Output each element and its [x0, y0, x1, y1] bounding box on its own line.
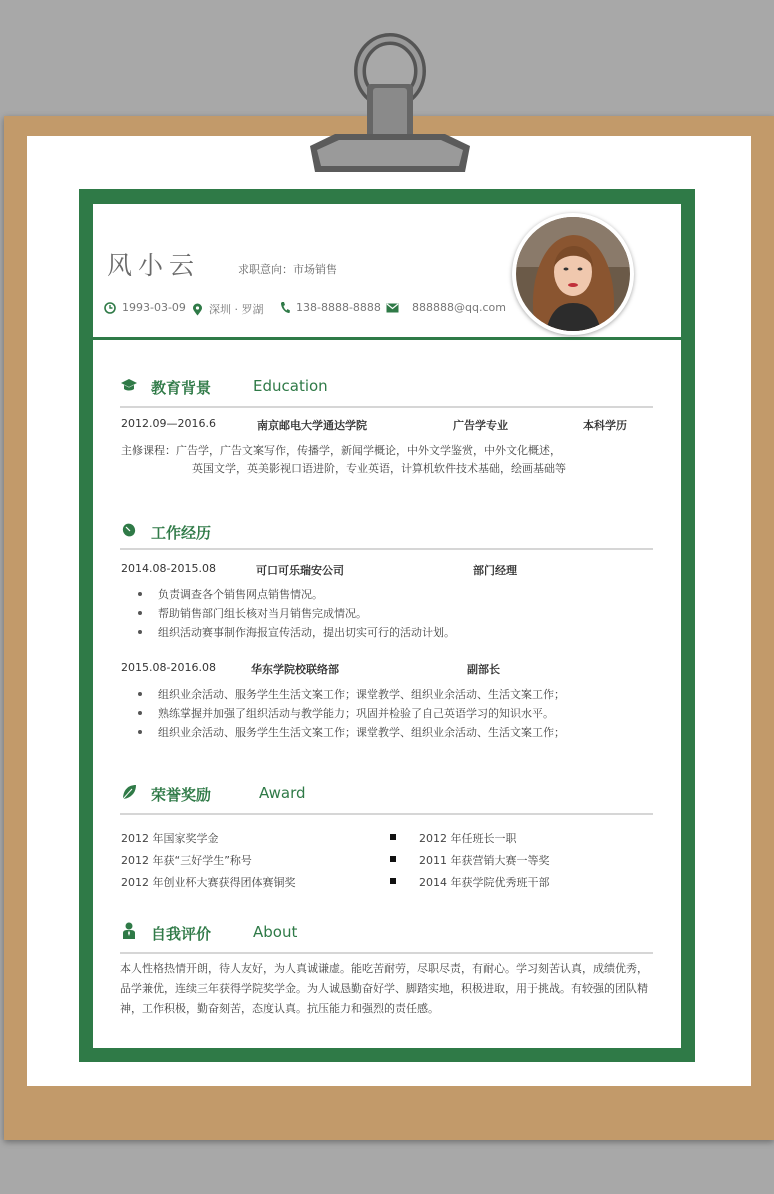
work-rule	[120, 548, 653, 550]
job2-role: 副部长	[467, 663, 500, 676]
phone-text: 138-8888-8888	[296, 301, 381, 314]
job2-period: 2015.08-2016.08	[121, 661, 216, 674]
job1-period: 2014.08-2015.08	[121, 562, 216, 575]
location-text: 深圳 · 罗湖	[209, 303, 264, 316]
person-icon	[122, 922, 136, 940]
job2-duty-3: 组织业余活动、服务学生生活文案工作；课堂教学、组织业余活动、生活文案工作；	[158, 726, 565, 739]
job2-duty-2: 熟练掌握并加强了组织活动与教学能力；巩固并检验了自己英语学习的知识水平。	[158, 707, 554, 720]
education-degree: 本科学历	[583, 419, 627, 432]
about-title: 自我评价	[151, 925, 212, 943]
education-courses-line2: 英国文学，英美影视口语进阶，专业英语，计算机软件技术基础，绘画基础等	[192, 462, 566, 475]
education-courses-line1: 主修课程：广告学，广告文案写作，传播学，新闻学概论，中外文学鉴赏，中外文化概述，	[121, 444, 561, 457]
award-title-en: Award	[259, 784, 306, 802]
about-title-en: About	[253, 923, 298, 941]
award-title: 荣誉奖励	[151, 786, 212, 804]
mail-icon	[386, 303, 399, 313]
header-divider	[93, 337, 681, 340]
education-period: 2012.09—2016.6	[121, 417, 216, 430]
clock-icon	[104, 302, 116, 314]
birth-date: 1993-03-09	[122, 301, 186, 314]
job1-role: 部门经理	[473, 564, 517, 577]
mouse-icon	[121, 521, 137, 537]
education-school: 南京邮电大学通达学院	[257, 419, 367, 432]
award-bullet	[390, 878, 396, 884]
education-major: 广告学专业	[453, 419, 508, 432]
award-right-2: 2011 年获营销大赛一等奖	[419, 854, 550, 867]
work-title: 工作经历	[151, 524, 212, 542]
education-title: 教育背景	[151, 379, 212, 397]
avatar	[512, 213, 634, 335]
about-text: 本人性格热情开朗，待人友好，为人真诚谦虚。能吃苦耐劳，尽职尽责，有耐心。学习刻苦认真，成绩优秀，品学兼优，连续三年获得学院奖学金。为人诚恳勤奋好学、脚踏实地，积极进取，用于挑战。有较强的团队精神，工作积极，勤奋刻苦，态度认真。抗压能力和强烈的责任感。	[120, 962, 648, 1015]
job-intent: 求职意向：市场销售	[238, 263, 337, 276]
contact-birth	[104, 301, 186, 314]
leaf-icon	[121, 784, 137, 800]
candidate-name: 风小云	[107, 251, 201, 280]
award-right-3: 2014 年获学院优秀班干部	[419, 876, 550, 889]
binder-clip-icon	[305, 26, 475, 176]
avatar-photo	[516, 217, 630, 331]
job1-duty-3: 组织活动赛事制作海报宣传活动，提出切实可行的活动计划。	[158, 626, 455, 639]
graduation-cap-icon	[120, 378, 138, 392]
job1-duty-1: 负责调查各个销售网点销售情况。	[158, 588, 323, 601]
job1-duty-2: 帮助销售部门组长核对当月销售完成情况。	[158, 607, 367, 620]
award-bullet	[390, 856, 396, 862]
location-pin-icon	[192, 303, 203, 316]
email-text: 888888@qq.com	[412, 301, 506, 314]
award-rule	[120, 813, 653, 815]
contact-location	[192, 301, 264, 317]
job2-company: 华东学院校联络部	[251, 663, 339, 676]
education-title-en: Education	[253, 377, 328, 395]
award-left-1: 2012 年国家奖学金	[121, 832, 219, 845]
award-left-3: 2012 年创业杯大赛获得团体赛铜奖	[121, 876, 296, 889]
about-rule	[120, 952, 653, 954]
education-rule	[120, 406, 653, 408]
job2-duty-1: 组织业余活动、服务学生生活文案工作；课堂教学、组织业余活动、生活文案工作；	[158, 688, 565, 701]
phone-icon	[280, 301, 290, 314]
contact-email	[386, 301, 506, 314]
contact-phone	[280, 301, 381, 314]
award-right-1: 2012 年任班长一职	[419, 832, 517, 845]
award-left-2: 2012 年获“三好学生”称号	[121, 854, 252, 867]
award-bullet	[390, 834, 396, 840]
job1-company: 可口可乐瑞安公司	[256, 564, 344, 577]
